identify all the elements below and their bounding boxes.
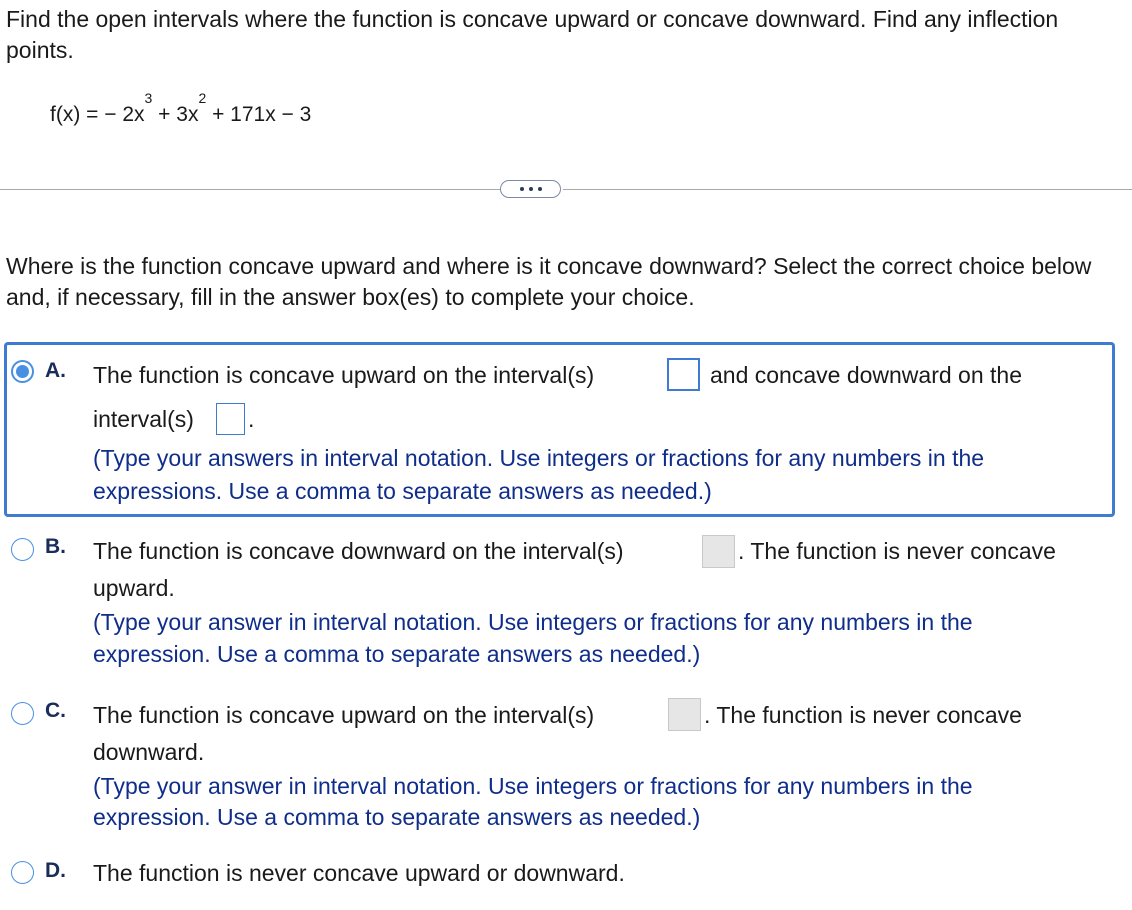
question-instruction: Find the open intervals where the function is concave upward or concave downward. Find any inflection points.: [6, 6, 1059, 63]
choice-d-text: The function is never concave upward or downward.: [93, 860, 625, 886]
ellipsis-icon-dot: [538, 187, 542, 191]
ellipsis-icon-dot: [529, 187, 533, 191]
question-prompt: Where is the function concave upward and where is it concave downward? Select the correct choice below and, if necessary, fill in the answer box(es) to complete your choice.: [6, 253, 1092, 310]
divider-right: [563, 189, 1132, 190]
choice-d-letter: D.: [45, 859, 66, 882]
choice-c-text-3: downward.: [93, 739, 205, 765]
choice-c-interval-input[interactable]: [668, 698, 701, 731]
choice-c-radio[interactable]: [11, 702, 34, 725]
function-formula: f(x) = − $2x^3 + 3x^2 + 171x - 3$: [50, 90, 312, 126]
choice-a-text-3: interval(s): [93, 406, 194, 432]
choice-a-radio[interactable]: [11, 360, 34, 383]
choice-b-radio[interactable]: [11, 538, 34, 561]
choice-d-radio[interactable]: [11, 861, 34, 884]
choice-b-note-1: (Type your answer in interval notation. Use integers or fractions for any numbers in the: [93, 609, 973, 635]
choice-b-text-1: The function is concave downward on the interval(s): [93, 538, 624, 564]
choice-b-text-3: upward.: [93, 575, 175, 601]
choice-a-letter: A.: [45, 359, 66, 382]
choice-a-text-2: and concave downward on the: [710, 362, 1022, 388]
choice-b-letter: B.: [45, 535, 66, 558]
choice-a-note-1: (Type your answers in interval notation. Use integers or fractions for any numbers in the: [93, 445, 985, 471]
choice-c-text-2: . The function is never concave: [704, 702, 1022, 728]
choice-c-text-1: The function is concave upward on the interval(s): [93, 702, 595, 728]
choice-a-text-1: The function is concave upward on the interval(s): [93, 362, 595, 388]
divider-left: [0, 189, 500, 190]
choice-a-concave-up-input[interactable]: [667, 358, 700, 391]
show-more-button[interactable]: [500, 180, 561, 198]
ellipsis-icon-dot: [520, 187, 524, 191]
choice-a-period: .: [248, 406, 255, 432]
choice-b-note-2: expression. Use a comma to separate answers as needed.): [93, 641, 701, 667]
choice-c-letter: C.: [45, 699, 66, 722]
choice-c-note-1: (Type your answer in interval notation. Use integers or fractions for any numbers in the: [93, 773, 973, 799]
choice-a-note-2: expressions. Use a comma to separate answers as needed.): [93, 478, 712, 504]
choice-b-text-2: . The function is never concave: [738, 538, 1056, 564]
choice-b-interval-input[interactable]: [702, 535, 735, 568]
choice-a-concave-down-input[interactable]: [216, 403, 245, 435]
choice-c-note-2: expression. Use a comma to separate answers as needed.): [93, 804, 701, 830]
